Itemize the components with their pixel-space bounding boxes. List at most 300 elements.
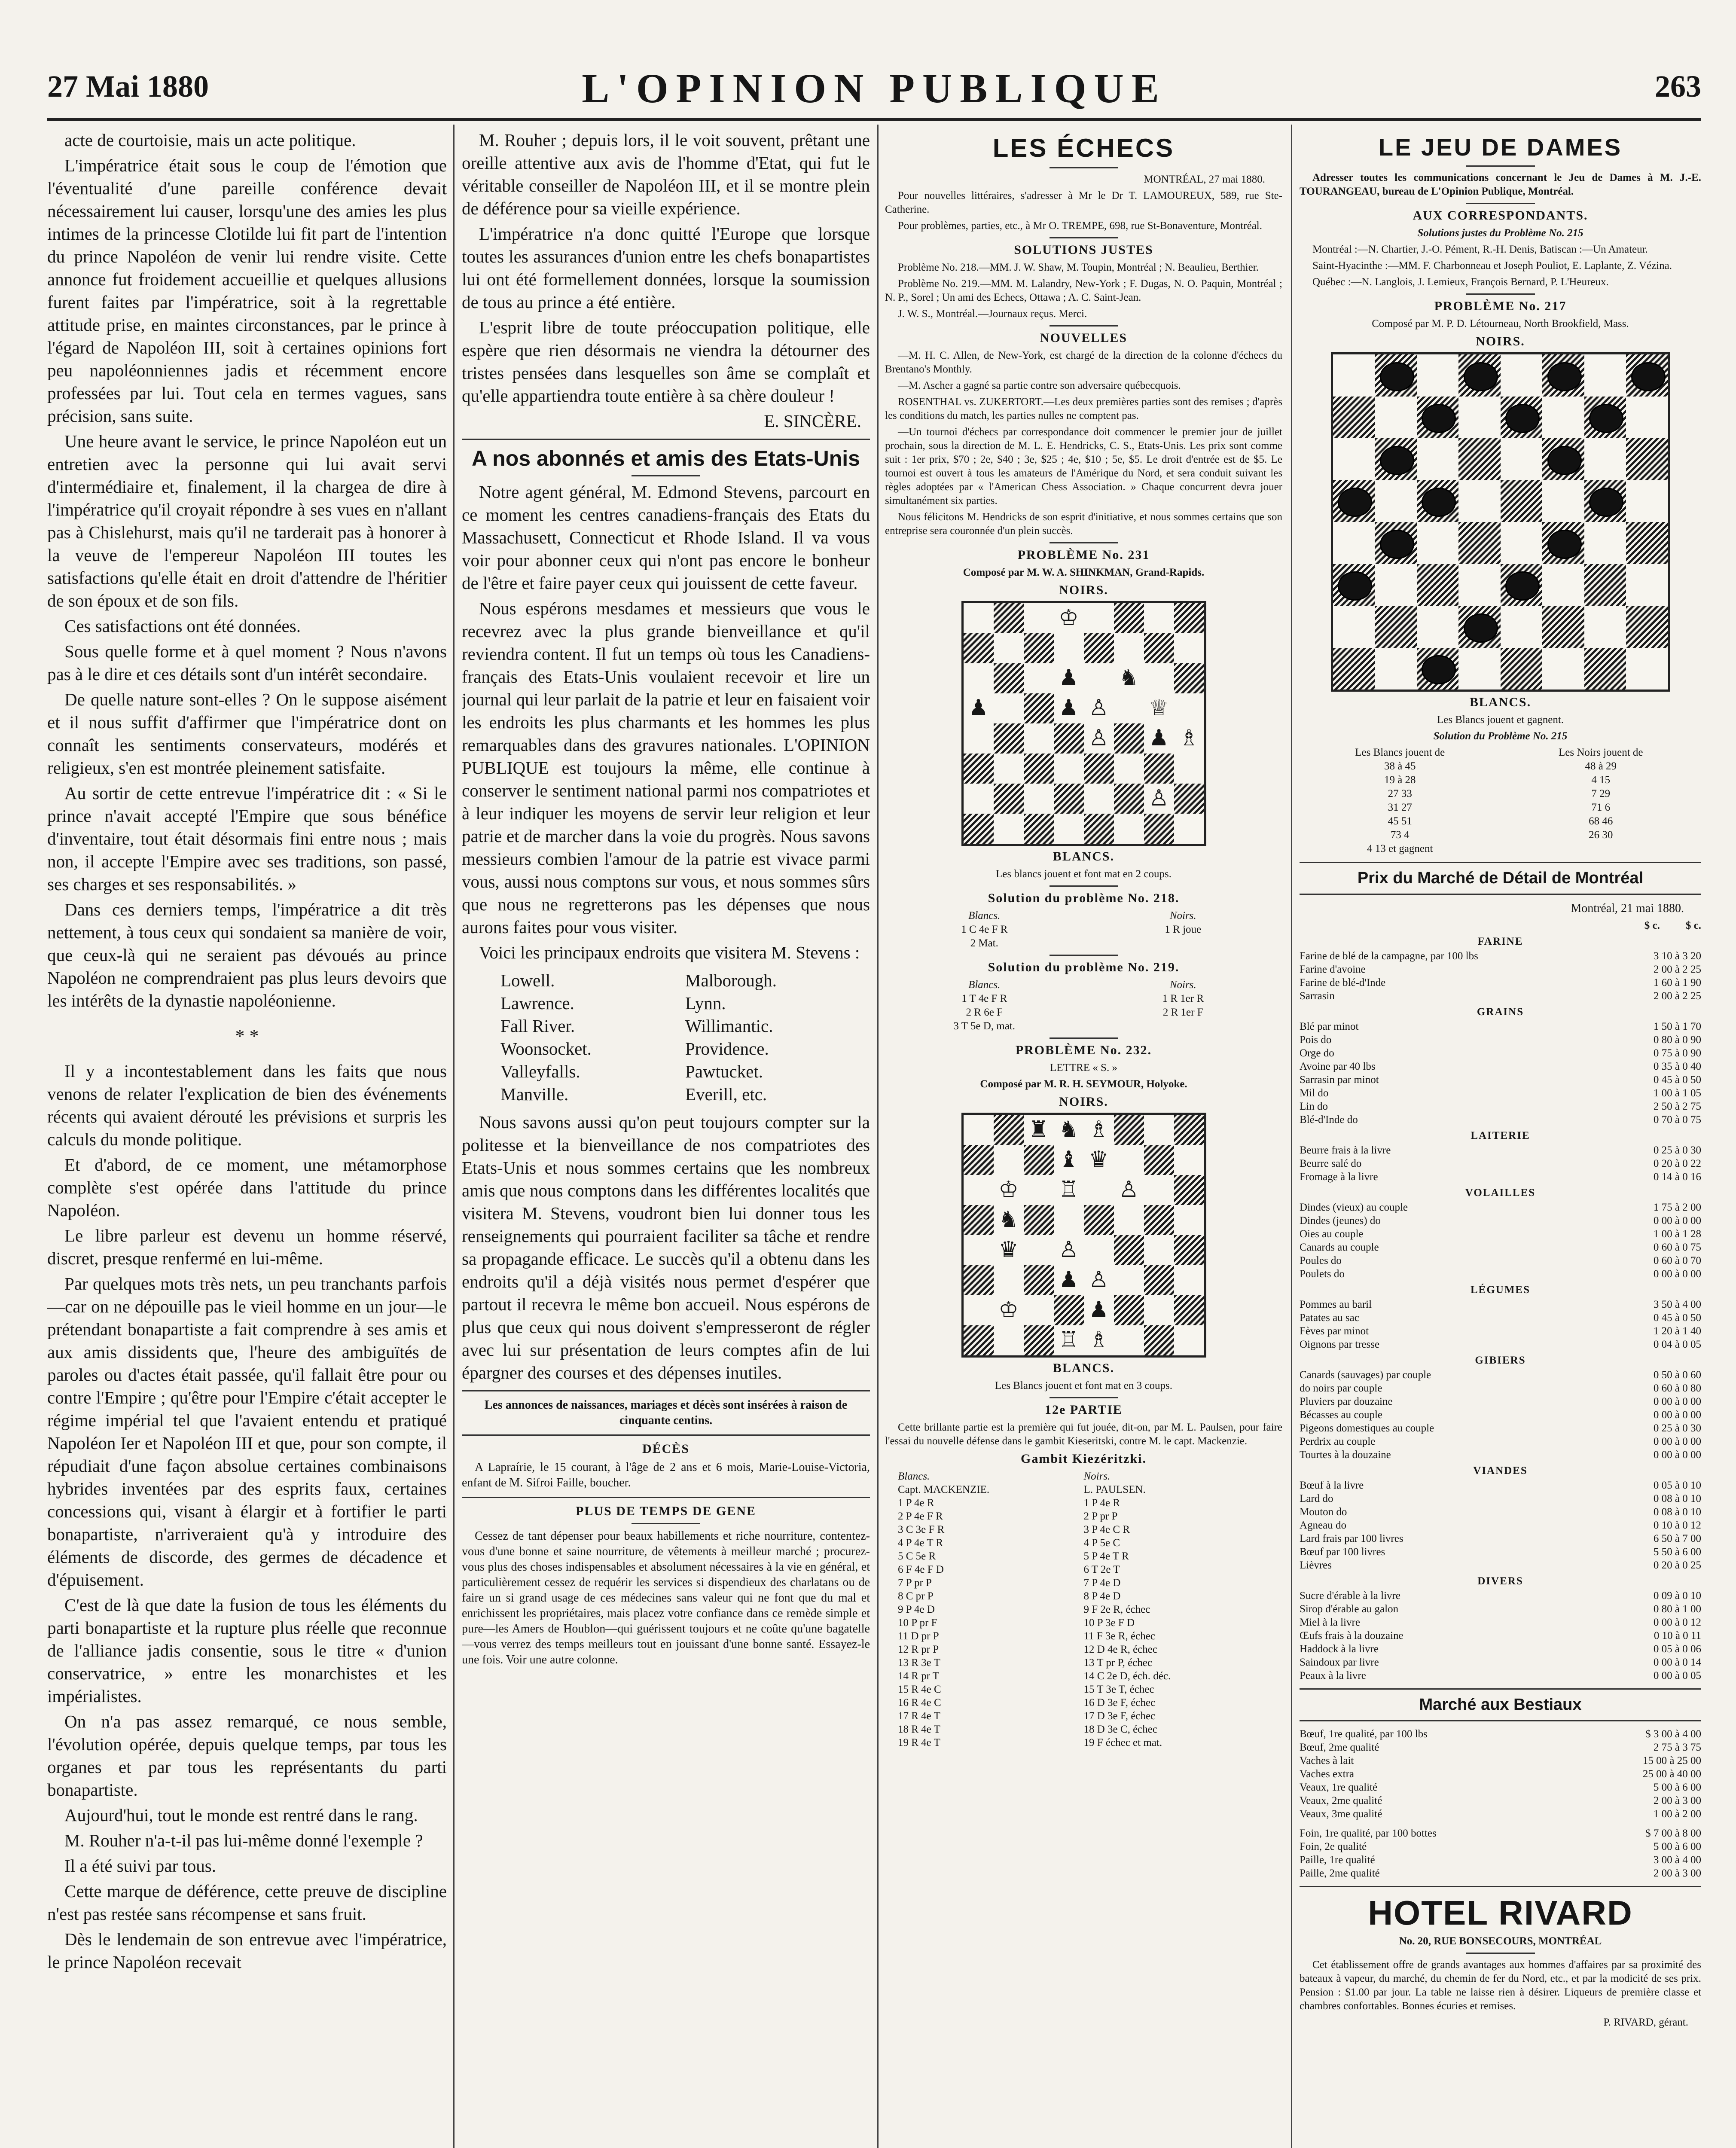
chess-board-231: [961, 601, 1206, 846]
item-price: 3 00 à 4 00: [1653, 1854, 1701, 1866]
item-name: Beurre frais à la livre: [1300, 1144, 1391, 1156]
item-price: 0 50 à 0 60: [1653, 1369, 1701, 1381]
divider: [1300, 1688, 1701, 1690]
item-price: 1 50 à 1 70: [1653, 1021, 1701, 1032]
move-cell: 13 T pr P, échec: [1083, 1657, 1152, 1669]
item-name: Foin, 1re qualité, par 100 bottes: [1300, 1828, 1437, 1839]
hotel-ad-title: HOTEL RIVARD: [1368, 1894, 1633, 1932]
move-row: [885, 1019, 1282, 1033]
item-price: 0 00 à 0 00: [1653, 1215, 1701, 1227]
draughts-intro: Adresser toutes les communications concernant le Jeu de Dames à M. J.-E. TOURANGEAU, bureau de L'Opinion Publique, Montréal.: [1300, 172, 1701, 197]
problem-232-subtitle: LETTRE « S. »: [1050, 1062, 1117, 1074]
board-square: [1417, 438, 1459, 480]
move-row: [885, 1656, 1282, 1669]
price-row: [1300, 1505, 1701, 1519]
move-cell: 3 T 5e D, mat.: [953, 1020, 1015, 1032]
divider: [1050, 1037, 1118, 1039]
problem-217-caption: Les Blancs jouent et gagnent.: [1437, 714, 1564, 726]
divider: [1300, 862, 1701, 863]
item-name: Vaches extra: [1300, 1768, 1355, 1780]
draughts-piece: [1380, 446, 1414, 475]
correspondents-text: [1300, 243, 1701, 289]
price-row: [1300, 1867, 1701, 1880]
move-cell: 26 30: [1589, 829, 1613, 841]
chess-piece: ♗: [1084, 1115, 1114, 1145]
board-square: [1626, 397, 1668, 439]
board-square: [964, 663, 994, 693]
section-stars: * *: [235, 1025, 259, 1047]
item-name: Saindoux par livre: [1300, 1657, 1379, 1668]
price-row: [1300, 976, 1701, 989]
item-name: Blé par minot: [1300, 1021, 1359, 1032]
item-name: Bécasses au couple: [1300, 1409, 1382, 1421]
divider: [1050, 167, 1118, 168]
move-cell: 2 P pr P: [1083, 1510, 1118, 1522]
board-square: [1174, 603, 1204, 633]
divider: [632, 1523, 700, 1524]
solution-215-title: Solution du Problème No. 215: [1433, 730, 1568, 742]
move-cell: 19 F échec et mat.: [1083, 1737, 1162, 1748]
move-cell: 13 R 3e T: [898, 1657, 940, 1669]
board-square: [1458, 648, 1501, 690]
board-square: [1024, 754, 1054, 784]
move-cell: 8 C pr P: [898, 1590, 934, 1602]
board-square: [1417, 648, 1459, 690]
board-square: [1584, 648, 1626, 690]
draughts-piece: [1547, 530, 1582, 559]
move-row: [885, 1550, 1282, 1563]
board-square: [1333, 648, 1375, 690]
item-name: Miel à la livre: [1300, 1617, 1360, 1628]
move-cell: 48 à 29: [1585, 760, 1617, 772]
paragraph: —M. H. C. Allen, de New-York, est chargé de la direction de la colonne d'échecs du Brentano's Monthly.: [885, 350, 1282, 375]
move-cell: 5 P 4e T R: [1083, 1550, 1129, 1562]
board-square: [1174, 723, 1204, 754]
divider: [1466, 293, 1535, 295]
item-price: 0 00 à 0 05: [1653, 1670, 1701, 1681]
board-square: [1375, 648, 1417, 690]
item-name: Canards (sauvages) par couple: [1300, 1369, 1431, 1381]
price-row: [1300, 1144, 1701, 1157]
board-square: [964, 603, 994, 633]
hay-prices: [1300, 1827, 1701, 1880]
price-row: [1300, 1656, 1701, 1669]
move-row: [1300, 773, 1701, 787]
chess-piece: ♟: [1054, 1265, 1084, 1295]
price-row: [1300, 989, 1701, 1003]
item-name: Mouton do: [1300, 1506, 1347, 1518]
paragraph: M. Rouher ; depuis lors, il le voit souvent, prêtant une oreille attentive aux avis de l'homme d'Etat, qui fut le véritable conseiller de Napoléon III, et il se montre plein de déférence pour sa vieille expérience.: [462, 130, 870, 218]
draughts-title: LE JEU DE DAMES: [1378, 134, 1623, 161]
price-row: [1300, 1227, 1701, 1241]
board-square: [1144, 603, 1174, 633]
board-square: [1626, 606, 1668, 648]
board-square: [964, 693, 994, 723]
page-number: 263: [1655, 69, 1701, 104]
board-square: [1542, 438, 1584, 480]
board-square: [1542, 354, 1584, 397]
move-cell: 7 P 4e D: [1083, 1577, 1121, 1589]
draughts-piece: [1422, 655, 1456, 684]
price-row: [1300, 1629, 1701, 1642]
board-square: [1584, 354, 1626, 397]
board-square: [1584, 397, 1626, 439]
chess-piece: ♙: [1054, 1235, 1084, 1265]
board-square: [1024, 723, 1054, 754]
gambit-title: Gambit Kiezéritzki.: [1021, 1452, 1147, 1466]
move-row: [885, 1683, 1282, 1696]
divider: [1050, 542, 1118, 543]
chess-piece: ♞: [994, 1205, 1024, 1235]
move-cell: [1501, 842, 1702, 856]
move-row: [885, 923, 1282, 937]
board-square: [1024, 693, 1054, 723]
item-price: 1 60 à 1 90: [1653, 977, 1701, 989]
move-cell: 16 D 3e F, échec: [1083, 1697, 1156, 1709]
board-square: [994, 754, 1024, 784]
item-name: Poulets do: [1300, 1268, 1345, 1280]
move-cell: 8 P 4e D: [1083, 1590, 1121, 1602]
draughts-piece: [1464, 613, 1498, 643]
paragraph: Problème No. 219.—MM. M. Lalandry, New-York ; F. Dugas, N. O. Paquin, Montréal ; N. P., Sorel ; Un ami des Echecs, Ottawa ; A. C. Saint-Jean.: [885, 278, 1282, 303]
divider: [1466, 1953, 1535, 1954]
draughts-piece: [1422, 404, 1456, 433]
white-header: Les Blancs jouent de: [1355, 747, 1445, 758]
divider: [1300, 1886, 1701, 1887]
move-row: [885, 992, 1282, 1006]
item-price: 0 00 à 0 00: [1653, 1268, 1701, 1280]
item-price: 2 00 à 2 25: [1653, 990, 1701, 1002]
market-title: Prix du Marché de Détail de Montréal: [1357, 869, 1644, 887]
price-units: [1300, 919, 1701, 932]
price-row: [1300, 1519, 1701, 1532]
board-square: [1084, 1325, 1114, 1355]
move-cell: 31 27: [1388, 802, 1412, 813]
draughts-piece: [1464, 362, 1498, 391]
item-price: 0 60 à 0 75: [1653, 1242, 1701, 1253]
board-square: [994, 603, 1024, 633]
unit-label: $ c.: [1644, 920, 1660, 931]
board-square: [1144, 1265, 1174, 1295]
price-row: [1300, 1324, 1701, 1338]
draughts-piece: [1505, 404, 1540, 433]
chess-piece: ♖: [1054, 1325, 1084, 1355]
black-header: Noirs.: [1169, 910, 1196, 921]
board-square: [1375, 354, 1417, 397]
board-square: [964, 1325, 994, 1355]
move-row: [885, 1006, 1282, 1019]
correspondents-subtitle: Solutions justes du Problème No. 215: [1417, 227, 1583, 239]
board-square: [1024, 1145, 1054, 1175]
price-row: [1300, 1033, 1701, 1047]
board-square: [1458, 397, 1501, 439]
board-square: [1144, 1115, 1174, 1145]
hotel-manager: P. RIVARD, gérant.: [1603, 2017, 1688, 2028]
item-name: Bœuf, 2me qualité: [1300, 1742, 1379, 1753]
board-square: [994, 723, 1024, 754]
price-row: [1300, 1157, 1701, 1170]
column-4: [1300, 129, 1701, 2148]
item-price: 0 80 à 0 90: [1653, 1034, 1701, 1046]
board-square: [1542, 648, 1584, 690]
move-row: [885, 1603, 1282, 1616]
black-label: NOIRS.: [1059, 1095, 1108, 1109]
solution-215-moves: [1300, 760, 1701, 856]
divider: [1466, 165, 1535, 167]
move-row: [1300, 815, 1701, 828]
solution-215-headers: [1300, 746, 1701, 760]
board-square: [994, 814, 1024, 844]
price-row: [1300, 1241, 1701, 1254]
paragraph: Au sortir de cette entrevue l'impératrice dit : « Si le prince n'avait accepté l'Empire que sous bénéfice d'inventaire, tout était désormais fini entre nous ; mais non, il accepte l'Empire avec ses traditions, son passé, ses charges et ses responsabilités. »: [47, 783, 447, 894]
price-row: [1300, 1020, 1701, 1033]
board-square: [1024, 1115, 1054, 1145]
board-square: [994, 1145, 1024, 1175]
price-row: [1300, 1113, 1701, 1126]
solution-218-moves: [885, 923, 1282, 950]
item-price: 0 25 à 0 30: [1653, 1422, 1701, 1434]
chess-piece: ♟: [1054, 693, 1084, 723]
move-cell: 68 46: [1589, 815, 1613, 827]
price-row: [1300, 1589, 1701, 1602]
divider: [1466, 203, 1535, 204]
board-square: [994, 1115, 1024, 1145]
place-name: Everill, etc.: [685, 1084, 767, 1104]
solution-219-moves: [885, 992, 1282, 1033]
hotel-address: No. 20, RUE BONSECOURS, MONTRÉAL: [1399, 1935, 1602, 1947]
item-name: Vaches à lait: [1300, 1755, 1354, 1767]
move-row: [885, 1576, 1282, 1590]
item-price: 0 25 à 0 30: [1653, 1144, 1701, 1156]
board-square: [1114, 1265, 1144, 1295]
divider: [1050, 237, 1118, 238]
draughts-piece: [1505, 571, 1540, 601]
move-cell: 27 33: [1388, 788, 1412, 799]
board-square: [1626, 480, 1668, 522]
move-row: [885, 937, 1282, 950]
chess-piece: ♛: [994, 1235, 1024, 1265]
move-cell: 9 P 4e D: [898, 1604, 935, 1615]
problem-232-title: PROBLÈME No. 232.: [1015, 1043, 1152, 1057]
board-square: [964, 784, 994, 814]
board-square: [1054, 784, 1084, 814]
move-cell: 11 D pr P: [898, 1630, 939, 1642]
board-square: [1054, 1325, 1084, 1355]
item-name: Foin, 2e qualité: [1300, 1841, 1367, 1852]
column-divider: [877, 125, 879, 2148]
board-square: [1114, 723, 1144, 754]
problem-232-author: Composé par M. R. H. SEYMOUR, Holyoke.: [980, 1078, 1187, 1090]
chess-board-232: [961, 1113, 1206, 1358]
black-header: Noirs.: [1083, 1471, 1111, 1482]
board-square: [1333, 606, 1375, 648]
move-cell: 1 P 4e R: [1083, 1497, 1120, 1509]
item-name: do noirs par couple: [1300, 1382, 1382, 1394]
move-cell: 12 D 4e R, échec: [1083, 1644, 1157, 1655]
chess-piece: ♟: [1144, 723, 1174, 754]
paragraph: Le libre parleur est devenu un homme réservé, discret, presque renfermé en lui-même.: [47, 1226, 447, 1268]
move-cell: 15 T 3e T, échec: [1083, 1684, 1154, 1695]
move-row: [885, 1709, 1282, 1723]
draughts-piece: [1589, 488, 1623, 517]
board-square: [1174, 1175, 1204, 1205]
paragraph: Voici les principaux endroits que visitera M. Stevens :: [479, 943, 860, 962]
item-name: Blé-d'Inde do: [1300, 1114, 1358, 1126]
move-cell: 3 P 4e C R: [1083, 1524, 1130, 1535]
move-cell: 12 R pr P: [898, 1644, 939, 1655]
item-name: Veaux, 2me qualité: [1300, 1795, 1382, 1806]
item-price: 0 60 à 0 70: [1653, 1255, 1701, 1266]
board-square: [1174, 1295, 1204, 1325]
board-square: [994, 663, 1024, 693]
item-price: 0 00 à 0 00: [1653, 1449, 1701, 1461]
board-square: [1084, 784, 1114, 814]
board-square: [1501, 606, 1543, 648]
market-group-title: GRAINS: [1477, 1006, 1524, 1018]
paragraph: Pour nouvelles littéraires, s'adresser à Mr le Dr T. LAMOUREUX, 589, rue Ste-Catherine.: [885, 190, 1282, 215]
item-price: 0 05 à 0 06: [1653, 1643, 1701, 1655]
price-row: [1300, 1767, 1701, 1781]
divider: [462, 1497, 870, 1498]
divider: [462, 1390, 870, 1391]
chess-piece: ♔: [1054, 603, 1084, 633]
move-cell: 5 C 5e R: [898, 1550, 936, 1562]
board-square: [1174, 1205, 1204, 1235]
board-square: [1417, 564, 1459, 606]
price-row: [1300, 1395, 1701, 1408]
board-square: [1084, 1175, 1114, 1205]
board-square: [994, 1175, 1024, 1205]
place-name: Lawrence.: [500, 993, 574, 1013]
board-square: [1024, 1205, 1054, 1235]
board-square: [1054, 633, 1084, 663]
price-row: [1300, 1616, 1701, 1629]
move-cell: 6 T 2e T: [1083, 1564, 1120, 1575]
move-cell: 7 P pr P: [898, 1577, 932, 1589]
move-cell: 7 29: [1591, 788, 1611, 799]
board-square: [964, 1115, 994, 1145]
board-square: [994, 784, 1024, 814]
board-square: [1144, 754, 1174, 784]
board-square: [1114, 1235, 1144, 1265]
board-square: [1417, 397, 1459, 439]
item-name: Lard do: [1300, 1493, 1333, 1504]
move-cell: [1084, 937, 1283, 950]
column-divider: [453, 125, 455, 2148]
news-title: NOUVELLES: [1040, 331, 1128, 345]
item-price: 0 00 à 0 00: [1653, 1396, 1701, 1407]
board-square: [1174, 1265, 1204, 1295]
chess-piece: ♞: [1054, 1115, 1084, 1145]
board-square: [1054, 1265, 1084, 1295]
game-moves: [885, 1496, 1282, 1749]
place-name: Pawtucket.: [685, 1062, 763, 1081]
move-cell: 19 à 28: [1384, 774, 1416, 786]
game-title: 12e PARTIE: [1045, 1403, 1123, 1417]
move-cell: 38 à 45: [1384, 760, 1416, 772]
move-cell: 14 R pr T: [898, 1670, 940, 1682]
chess-piece: ♔: [994, 1175, 1024, 1205]
move-row: [885, 1669, 1282, 1683]
place-name: Manville.: [500, 1084, 569, 1104]
board-square: [1375, 606, 1417, 648]
item-price: 0 00 à 0 00: [1653, 1436, 1701, 1447]
board-square: [994, 1235, 1024, 1265]
item-price: 0 08 à 0 10: [1653, 1493, 1701, 1504]
board-square: [1054, 603, 1084, 633]
board-square: [1054, 1145, 1084, 1175]
item-price: 5 50 à 6 00: [1653, 1546, 1701, 1558]
board-square: [1054, 754, 1084, 784]
paragraph: Montréal :—N. Chartier, J.-O. Pément, R.-H. Denis, Batiscan :—Un Amateur.: [1312, 244, 1648, 255]
column-1-article: [47, 129, 447, 2148]
move-row: [1300, 801, 1701, 815]
item-price: 1 00 à 2 00: [1653, 1808, 1701, 1820]
board-square: [1144, 1205, 1174, 1235]
board-square: [1375, 438, 1417, 480]
chess-piece: ♗: [1174, 723, 1204, 754]
board-square: [1024, 663, 1054, 693]
advert-title: PLUS DE TEMPS DE GENE: [576, 1504, 756, 1518]
move-cell: 2 R 6e F: [966, 1007, 1003, 1018]
item-name: Pluviers par douzaine: [1300, 1396, 1393, 1407]
price-row: [1300, 1214, 1701, 1227]
move-cell: 4 P 4e T R: [898, 1537, 943, 1549]
move-cell: 1 R 1er R: [1162, 993, 1204, 1004]
item-price: 0 00 à 0 00: [1653, 1409, 1701, 1421]
moves-headers: [885, 1470, 1282, 1483]
board-square: [964, 723, 994, 754]
place-name: Woonsocket.: [500, 1039, 592, 1059]
paragraph: Nous savons aussi qu'on peut toujours compter sur la politesse et la bienveillance de nos compatriotes des Etats-Unis et nous sommes certains que les nombreux amis que nous comptons dans les différentes localités que visitera M. Stevens, voudront bien lui donner tous les renseignements qui pourraient faciliter sa tâche et rendre sa propagande efficace. Le succès qu'il a obtenu dans les endroits qu'il a déjà visités nous permet d'espérer que partout il recevra le même bon accueil. Nous espérons de plus que ceux qui nous doivent s'empresseront de régler avec lui sur présentation de leurs comptes afin de lui épargner des courses et des dépenses inutiles.: [462, 1112, 870, 1382]
board-square: [1054, 1115, 1084, 1145]
move-cell: 10 P pr F: [898, 1617, 937, 1629]
price-row: [1300, 949, 1701, 963]
board-square: [1626, 564, 1668, 606]
price-row: [1300, 1853, 1701, 1867]
price-row: [1300, 1840, 1701, 1853]
board-square: [1144, 1325, 1174, 1355]
price-row: [1300, 1100, 1701, 1113]
announcement-notice: Les annonces de naissances, mariages et décès sont insérées à raison de cinquante centins.: [484, 1398, 848, 1427]
draughts-piece: [1547, 446, 1582, 475]
item-name: Fromage à la livre: [1300, 1171, 1378, 1183]
price-row: [1300, 1368, 1701, 1382]
price-row: [1300, 1311, 1701, 1324]
board-square: [1144, 663, 1174, 693]
board-square: [1084, 1115, 1114, 1145]
item-price: 1 00 à 1 05: [1653, 1087, 1701, 1099]
item-price: 0 00 à 0 12: [1653, 1617, 1701, 1628]
move-cell: 1 P 4e R: [898, 1497, 934, 1509]
item-name: Oignons par tresse: [1300, 1339, 1380, 1350]
chess-dateline: MONTRÉAL, 27 mai 1880.: [1144, 174, 1265, 185]
item-name: Haddock à la livre: [1300, 1643, 1379, 1655]
paragraph: Québec :—N. Langlois, J. Lemieux, François Bernard, P. L'Heureux.: [1312, 276, 1609, 288]
item-name: Farine de blé-d'Inde: [1300, 977, 1386, 989]
item-name: Paille, 1re qualité: [1300, 1854, 1375, 1866]
board-square: [1024, 633, 1054, 663]
article-signature: E. SINCÈRE.: [764, 411, 861, 431]
paragraph: Dans ces derniers temps, l'impératrice a dit très nettement, à tous ceux qui sondaient sa manière de voir, que ceux-là qui ne seraient pas dévoués au prince Napoléon ne comprendraient pas plus leurs devoirs que les intérêts de la dynastie napoléonienne.: [47, 900, 447, 1010]
problem-231-caption: Les blancs jouent et font mat en 2 coups.: [996, 868, 1172, 880]
draughts-piece: [1589, 404, 1623, 433]
board-square: [1084, 1295, 1114, 1325]
board-square: [1084, 723, 1114, 754]
board-square: [1458, 564, 1501, 606]
move-row: [885, 1590, 1282, 1603]
board-square: [1114, 1175, 1144, 1205]
